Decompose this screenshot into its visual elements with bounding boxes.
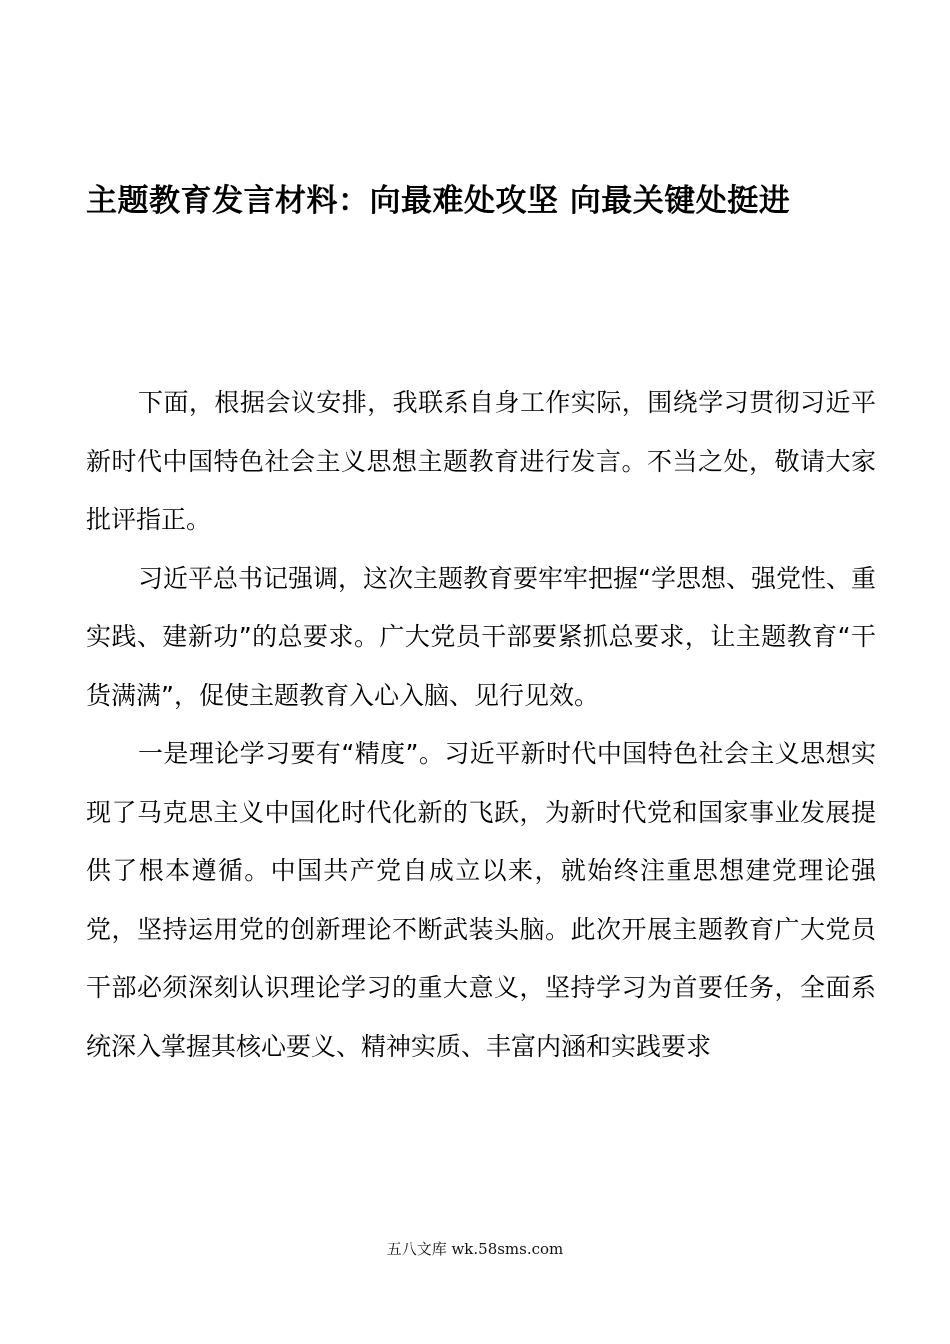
document-body: [86, 374, 876, 1076]
footer-watermark: 五八文库 wk.58sms.com: [386, 1240, 564, 1258]
paragraph-requirements: 习近平总书记强调，这次主题教育要牢牢把握“学思想、强党性、重实践、建新功”的总要求。广大党员干部要紧抓总要求，让主题教育“干货满满”，促使主题教育入心入脑、见行见效。: [86, 563, 876, 710]
document-title: 主题教育发言材料：向最难处攻坚 向最关键处挺进: [86, 183, 791, 219]
paragraph-theory-study: 一是理论学习要有“精度”。习近平新时代中国特色社会主义思想实现了马克思主义中国化时代化新的飞跃，为新时代党和国家事业发展提供了根本遵循。中国共产党自成立以来，就始终注重思想建党理论强党，坚持运用党的创新理论不断武装头脑。此次开展主题教育广大党员干部必须深刻认识理论学习的重大意义，坚持学习为首要任务，全面系统深入掌握其核心要义、精神实质、丰富内涵和实践要求: [86, 739, 876, 1061]
paragraph-intro: 下面，根据会议安排，我联系自身工作实际，围绕学习贯彻习近平新时代中国特色社会主义思想主题教育进行发言。不当之处，敬请大家批评指正。: [86, 388, 876, 534]
